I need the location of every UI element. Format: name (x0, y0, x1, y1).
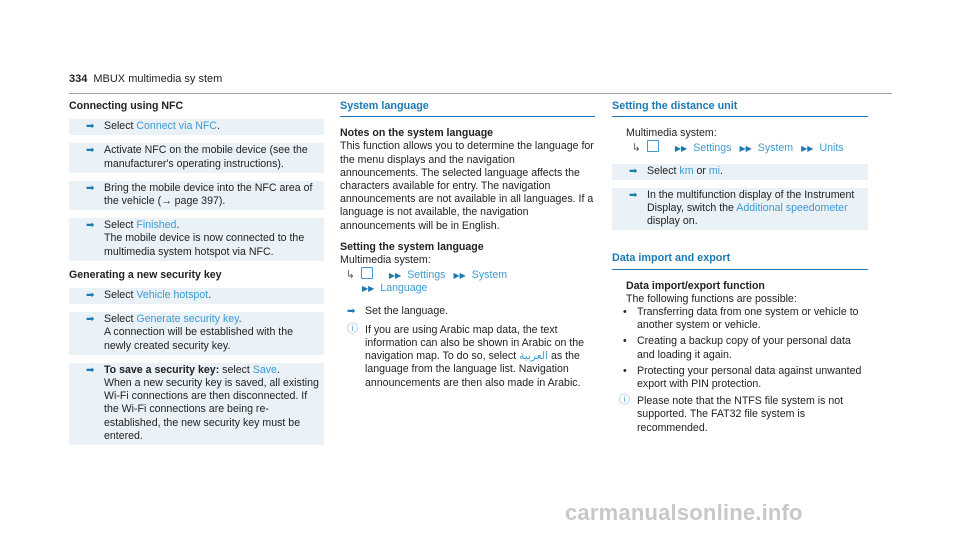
header-divider (69, 93, 892, 94)
subheading-notes-language: Notes on the system language (340, 127, 494, 140)
link-finished[interactable]: Finished (136, 219, 177, 232)
double-chevron-icon: ▶▶ (453, 271, 466, 281)
step-save-key: ➡ To save a security key: select Save. When a new security key is saved, all existing Wi-Fi connections are then disconnected. If the Wi-Fi connections are being re-established, the new security key must be entered. (69, 363, 324, 445)
link-vehicle-hotspot[interactable]: Vehicle hotspot (136, 289, 209, 302)
section-title-system-language: System language (340, 100, 595, 117)
bullet-list (612, 306, 868, 391)
step-arrow-icon: ➡ (86, 121, 95, 133)
path-units[interactable]: Units (819, 142, 844, 155)
option-mi[interactable]: mi (708, 164, 721, 177)
page-header-title: MBUX multimedia sy stem (93, 73, 223, 85)
step-arrow-icon: ➡ (86, 145, 95, 157)
list-item: • Protecting your personal data against unwanted export with PIN protection. (623, 364, 862, 391)
note-file-system: ⓘ Please note that the NTFS file system is not supported. The FAT32 file system is recommended. (619, 394, 844, 434)
column-2 (340, 100, 595, 390)
info-icon: ⓘ (347, 322, 358, 335)
path-system[interactable]: System (757, 142, 794, 155)
step-connect-via-nfc: ➡ Select Connect via NFC. (69, 119, 324, 135)
step-bring-device: ➡ Bring the mobile device into the NFC area of the vehicle (→ page 397). (69, 181, 324, 210)
link-additional-speedometer[interactable]: Additional speedometer (736, 202, 848, 215)
list-item: • Transferring data from one system or vehicle to another system or vehicle. (623, 306, 859, 332)
step-arrow-icon: ➡ (86, 290, 95, 302)
info-icon: ⓘ (619, 394, 630, 407)
step-activate-nfc: ➡ Activate NFC on the mobile device (see the manufacturer's operating instructions). (69, 143, 324, 172)
subheading-import-export: Data import/export function (626, 279, 765, 292)
path-system[interactable]: System (471, 269, 508, 282)
double-chevron-icon: ▶▶ (739, 144, 752, 154)
path-arrow-icon: ↳ (632, 142, 641, 155)
list-item: • Creating a backup copy of your personal data and loading it again. (623, 335, 851, 361)
heading-generating-key: Generating a new security key (69, 268, 222, 281)
step-arrow-icon: ➡ (86, 364, 95, 376)
page-reference[interactable]: → page 397). (161, 195, 226, 208)
path-settings[interactable]: Settings (407, 269, 446, 282)
column-1 (69, 100, 324, 453)
step-vehicle-hotspot: ➡ Select Vehicle hotspot. (69, 288, 324, 304)
link-generate-security-key[interactable]: Generate security key (136, 313, 239, 326)
heading-connecting-nfc: Connecting using NFC (69, 100, 184, 112)
link-save[interactable]: Save (252, 363, 277, 376)
page-header (69, 73, 222, 85)
double-chevron-icon: ▶▶ (801, 144, 814, 154)
section-title-data-import-export: Data import and export (612, 252, 868, 269)
path-language[interactable]: Language (380, 282, 428, 295)
menu-path (340, 267, 595, 295)
double-chevron-icon: ▶▶ (674, 144, 688, 154)
note-arabic: ⓘ If you are using Arabic map data, the text information can also be shown in Arabic on the navigation map. To do so, select العربية as the language from the language list. Navigation announcements are then also made in Arabic. (347, 322, 585, 389)
step-arrow-icon: ➡ (347, 305, 356, 317)
step-set-language: ➡ Set the language. (340, 304, 595, 320)
path-settings[interactable]: Settings (693, 142, 732, 155)
link-connect-via-nfc[interactable]: Connect via NFC (136, 120, 218, 133)
subheading-setting-language: Setting the system language (340, 240, 484, 253)
menu-path-units (612, 140, 868, 155)
paragraph-language-notes: This function allows you to determine the language for the menu displays and the navigation announcements. The selected language affects the characters available for entry. The navigation announcements are not available in all languages. If a language is not available, the navigation announcements will be in English. (340, 140, 594, 232)
step-arrow-icon: ➡ (629, 189, 638, 201)
home-icon[interactable] (647, 140, 659, 152)
option-km[interactable]: km (679, 164, 694, 177)
home-icon[interactable] (361, 267, 373, 279)
section-title-distance-unit: Setting the distance unit (612, 100, 868, 117)
step-select-unit: ➡ Select km or mi. (612, 164, 868, 180)
menu-path-intro: Multimedia system: (340, 254, 431, 267)
column-3 (612, 100, 868, 435)
arabic-language-option[interactable]: العربية (519, 350, 549, 363)
menu-path-intro: Multimedia system: (626, 127, 717, 140)
step-arrow-icon: ➡ (86, 220, 95, 232)
step-arrow-icon: ➡ (629, 165, 638, 177)
intro-functions: The following functions are possible: (626, 292, 797, 305)
watermark: carmanualsonline.info (565, 500, 803, 525)
path-arrow-icon: ↳ (346, 269, 355, 282)
step-select-finished: ➡ Select Finished. The mobile device is now connected to the multimedia system hotspot via NFC. (69, 218, 324, 261)
double-chevron-icon: ▶▶ (362, 284, 375, 294)
step-arrow-icon: ➡ (86, 182, 95, 194)
step-arrow-icon: ➡ (86, 314, 95, 326)
page-number: 334 (69, 73, 88, 85)
step-generate-key: ➡ Select Generate security key. A connection will be established with the newly created security key. (69, 312, 324, 355)
step-additional-speedometer: ➡ In the multifunction display of the Instrument Display, switch the Additional speedometer display on. (612, 188, 868, 231)
double-chevron-icon: ▶▶ (388, 271, 402, 281)
